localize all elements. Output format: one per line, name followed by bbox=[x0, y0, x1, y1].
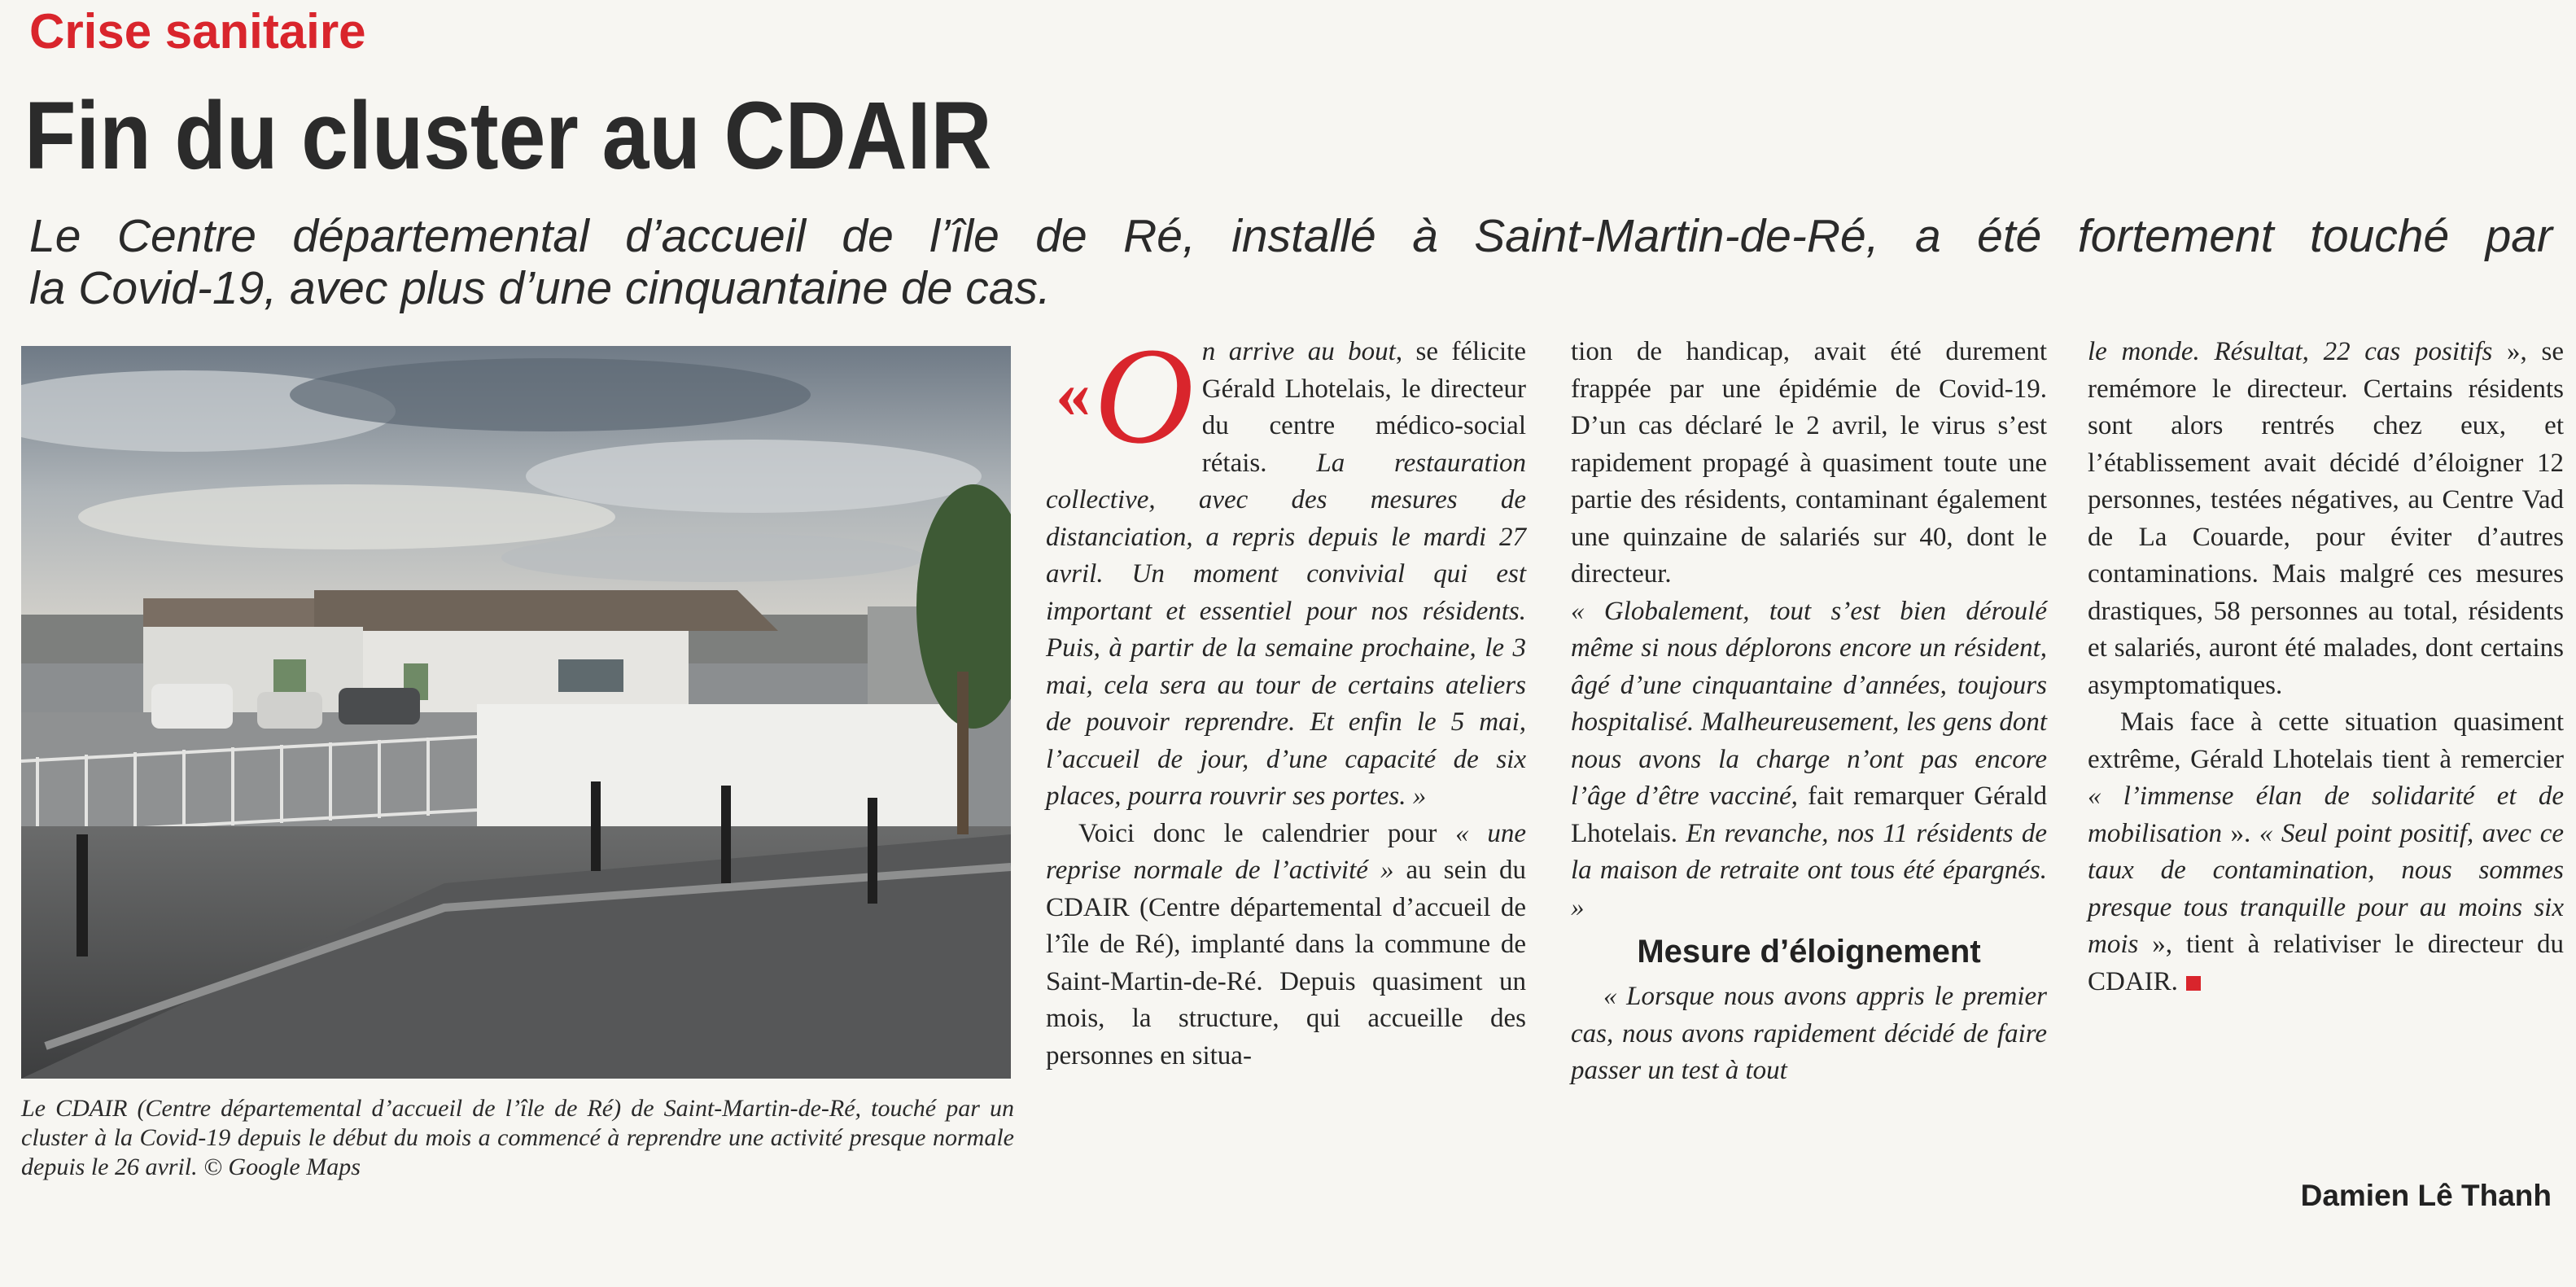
drop-cap: O bbox=[1094, 319, 1194, 472]
opening-quote-mark: « bbox=[1056, 354, 1091, 432]
col3-p2-text-b: ». bbox=[2222, 818, 2259, 848]
col1-p1-attribution: , se félicite Gérald Lhotelais, le directeur du centre médico-social rétais. bbox=[1201, 337, 1526, 478]
building-photo bbox=[21, 346, 1011, 1079]
col1-p2-quote: « une reprise normale de l’activité » bbox=[1046, 818, 1526, 885]
square-end-mark-icon bbox=[2186, 976, 2201, 991]
column-1 bbox=[1046, 319, 1526, 1075]
col1-p1-quote: La restauration collective, avec des mesures de distanciation, a repris depuis le mardi 27 avril. Un moment convivial qui est important et essentiel pour nos résidents. Puis, à partir de la semaine prochaine, le 3 mai, cela sera au tour de certains ateliers de pouvoir reprendre. Et enfin le 5 mai, l’accueil de jour, d’une capacité de six places, pourra rouvrir ses portes. » bbox=[1046, 448, 1526, 811]
col1-paragraph-1 bbox=[1046, 319, 1526, 816]
kicker: Crise sanitaire bbox=[29, 4, 366, 59]
col1-paragraph-2 bbox=[1046, 816, 1526, 1075]
col2-p2-quote-a: « Globalement, tout s’est bien déroulé même si nous déplorons encore un résident, âgé d’une cinquantaine d’années, toujours hospitalisé. Malheureusement, les gens dont nous avons la charge n’ont pas encore l’âge d’être vacciné, bbox=[1571, 596, 2047, 811]
col3-paragraph-1 bbox=[2088, 334, 2564, 704]
col3-p1-text: », se remémore le directeur. Certains résidents sont alors rentrés chez eux, et l’établissement avait décidé d’éloigner 12 personnes, testées négatives, au Centre Vad de La Couarde, pour éviter d’autres contaminations. Mais malgré ces mesures drastiques, 58 personnes au total, résidents et salariés, auront été malades, dont certains asymptomatiques. bbox=[2088, 337, 2564, 700]
col2-paragraph-1: tion de handicap, avait été durement frappée par une épidémie de Covid-19. D’un cas déclaré le 2 avril, le virus s’est rapidement propagé à quasiment toute une partie des résidents, contaminant également une quinzaine de salariés sur 40, dont le directeur. bbox=[1571, 337, 2047, 589]
section-subhead: Mesure d’éloignement bbox=[1637, 934, 1981, 970]
lede bbox=[29, 210, 2552, 314]
headline: Fin du cluster au CDAIR bbox=[24, 82, 992, 190]
col2-paragraph-3: « Lorsque nous avons appris le premier cas, nous avons rapidement décidé de faire passer un test à tout bbox=[1571, 982, 2047, 1085]
col2-paragraph-2 bbox=[1571, 593, 2047, 927]
col2-p2-quote-b: En revanche, nos 11 résidents de la maison de retraite ont tous été épargnés. » bbox=[1571, 818, 2047, 922]
byline: Damien Lê Thanh bbox=[2300, 1179, 2552, 1212]
column-2 bbox=[1571, 334, 2047, 1090]
col1-p1-quote-start: n arrive au bout bbox=[1201, 337, 1396, 366]
column-3 bbox=[2088, 334, 2564, 1000]
col3-p2-text-a: Mais face à cette situation quasiment extrême, Gérald Lhotelais tient à remercier bbox=[2088, 707, 2564, 774]
col2-p2-attribution: fait remarquer Gérald Lhotelais. bbox=[1571, 781, 2047, 848]
lede-line-2: la Covid-19, avec plus d’une cinquantaine de cas. bbox=[29, 262, 1051, 314]
col3-p2-quote-a: « l’immense élan de solidarité et de mobilisation bbox=[2088, 781, 2564, 848]
photo-illustration bbox=[21, 346, 1011, 1079]
col1-p2-text-a: Voici donc le calendrier pour bbox=[1078, 818, 1456, 848]
col3-p1-quote: le monde. Résultat, 22 cas positifs bbox=[2088, 337, 2493, 366]
col3-paragraph-2 bbox=[2088, 704, 2564, 1000]
photo-caption: Le CDAIR (Centre départemental d’accueil de l’île de Ré) de Saint-Martin-de-Ré, touché par un cluster à la Covid-19 depuis le début du mois a commencé à reprendre une activité presque normale depuis le 26 avril. © Google Maps bbox=[21, 1095, 1014, 1180]
lede-line-1: Le Centre départemental d’accueil de l’île de Ré, installé à Saint-Martin-de-Ré, a été fortement touché par bbox=[29, 210, 2552, 262]
col3-p2-text-c: », tient à relativiser le directeur du CDAIR. bbox=[2088, 930, 2564, 996]
col3-p2-quote-b: « Seul point positif, avec ce taux de contamination, nous sommes presque tous tranquille pour au moins six mois bbox=[2088, 818, 2565, 959]
col1-p2-text-b: au sein du CDAIR (Centre départemental d’accueil de l’île de Ré), implanté dans la commune de Saint-Martin-de-Ré. Depuis quasiment un mois, la structure, qui accueille des personnes en situa- bbox=[1046, 856, 1526, 1070]
